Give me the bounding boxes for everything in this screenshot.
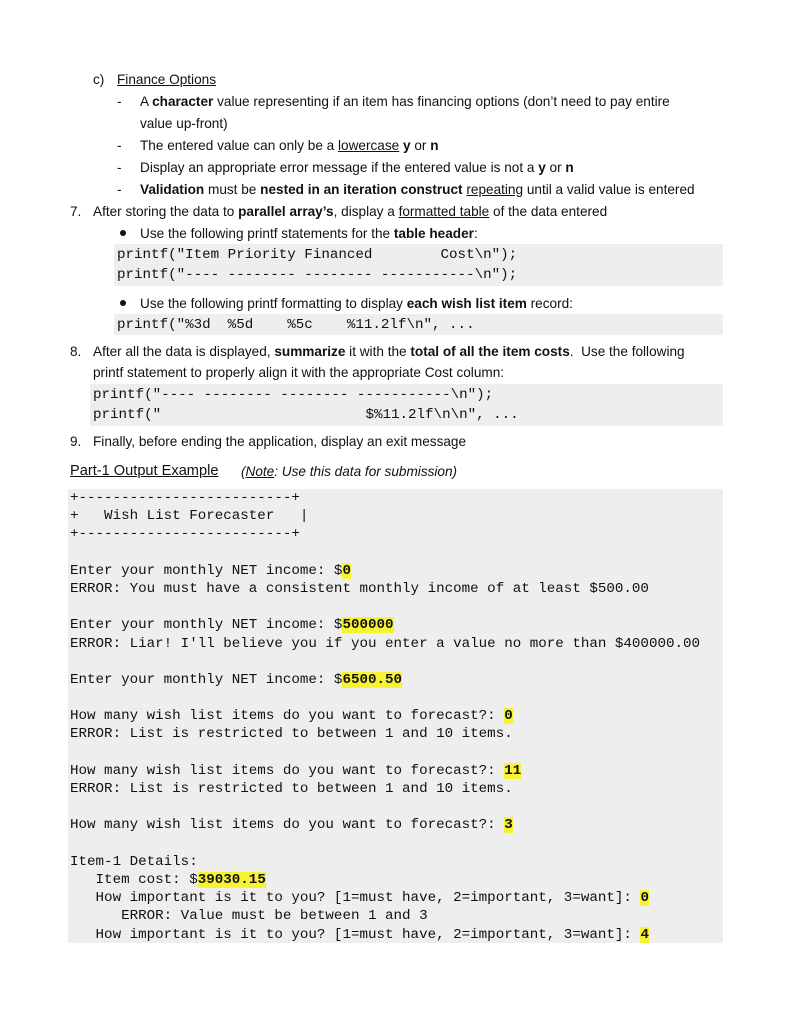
finance-item-2: The entered value can only be a lowercase y or n (140, 138, 439, 153)
console-user-input: 500000 (342, 617, 394, 634)
bullet-dot (120, 300, 126, 306)
console-user-input: 6500.50 (342, 671, 403, 688)
code-block-summary (90, 384, 723, 426)
console-user-input: 3 (504, 817, 513, 834)
section-c-label: c) (93, 72, 105, 87)
section-c-title: Finance Options (117, 72, 216, 87)
finance-item-1-cont: value up-front) (140, 116, 228, 131)
console-line: How important is it to you? [1=must have, 2=important, 3=want]: 4 (70, 926, 649, 943)
code-line: printf("Item Priority Financed Cost\n"); (117, 247, 518, 263)
console-line: ERROR: Value must be between 1 and 3 (70, 908, 428, 925)
finance-item-4: Validation must be nested in an iteration construct repeating until a valid value is entered (140, 182, 695, 197)
console-line (70, 598, 700, 616)
dash-bullet: - (117, 182, 122, 197)
dash-bullet: - (117, 138, 122, 153)
dash-bullet: - (117, 94, 122, 109)
console-line: How many wish list items do you want to forecast?: 0 (70, 708, 513, 725)
step-7-bullet-2: Use the following printf formatting to display each wish list item record: (140, 296, 573, 311)
console-line (70, 653, 700, 671)
console-line: How many wish list items do you want to forecast?: 3 (70, 817, 513, 834)
step-8-text-cont: printf statement to properly align it with the appropriate Cost column: (93, 365, 505, 380)
step-7-number: 7. (70, 204, 82, 219)
code-line: printf("---- -------- -------- -----------\n"); (117, 267, 518, 283)
console-user-input: 0 (504, 708, 513, 725)
console-user-input: 0 (640, 890, 649, 907)
output-example-heading: Part-1 Output Example (70, 463, 219, 479)
finance-item-1: A character value representing if an item has financing options (don’t need to pay entire (140, 94, 670, 109)
console-line: Enter your monthly NET income: $0 (70, 562, 351, 579)
console-banner-line: +-------------------------+ (70, 490, 300, 506)
step-9-text: Finally, before ending the application, display an exit message (93, 434, 467, 449)
console-line (70, 544, 700, 562)
step-9-number: 9. (70, 434, 82, 449)
console-line (70, 689, 700, 707)
step-8-text: After all the data is displayed, summarize it with the total of all the item costs. Use the following (93, 344, 685, 359)
code-block-header (114, 244, 723, 286)
console-line (70, 798, 700, 816)
console-user-input: 4 (640, 926, 649, 943)
step-7-bullet-1: Use the following printf statements for the table header: (140, 226, 478, 241)
code-block-record (114, 314, 723, 335)
console-output (68, 489, 723, 943)
console-banner-line: + Wish List Forecaster | (70, 508, 309, 525)
console-line: Item-1 Details: (70, 853, 198, 870)
console-line (70, 744, 700, 762)
console-user-input: 0 (342, 562, 351, 579)
console-user-input: 39030.15 (197, 871, 266, 888)
code-line: printf(" $%11.2lf\n\n", ... (93, 407, 519, 423)
code-line: printf("---- -------- -------- -----------\n"); (93, 387, 494, 403)
console-banner-line: +-------------------------+ (70, 526, 300, 543)
output-example-note: (Note: Use this data for submission) (241, 464, 458, 479)
dash-bullet: - (117, 160, 122, 175)
console-line (70, 835, 700, 853)
console-line: ERROR: You must have a consistent monthly income of at least $500.00 (70, 580, 649, 597)
finance-item-3: Display an appropriate error message if the entered value is not a y or n (140, 160, 574, 175)
console-line: Item cost: $39030.15 (70, 871, 266, 888)
console-line: How many wish list items do you want to forecast?: 11 (70, 762, 522, 779)
code-line: printf("%3d %5d %5c %11.2lf\n", ... (117, 317, 475, 333)
console-line: ERROR: Liar! I'll believe you if you enter a value no more than $400000.00 (70, 635, 701, 652)
console-line: ERROR: List is restricted to between 1 and 10 items. (70, 781, 513, 797)
console-user-input: 11 (504, 762, 522, 779)
step-7-text: After storing the data to parallel array’s, display a formatted table of the data entered (93, 204, 608, 219)
console-line: Enter your monthly NET income: $500000 (70, 617, 394, 634)
step-8-number: 8. (70, 344, 82, 359)
console-line: Enter your monthly NET income: $6500.50 (70, 671, 403, 688)
bullet-dot (120, 230, 126, 236)
console-line: ERROR: List is restricted to between 1 and 10 items. (70, 726, 513, 743)
console-line: How important is it to you? [1=must have, 2=important, 3=want]: 0 (70, 890, 649, 907)
